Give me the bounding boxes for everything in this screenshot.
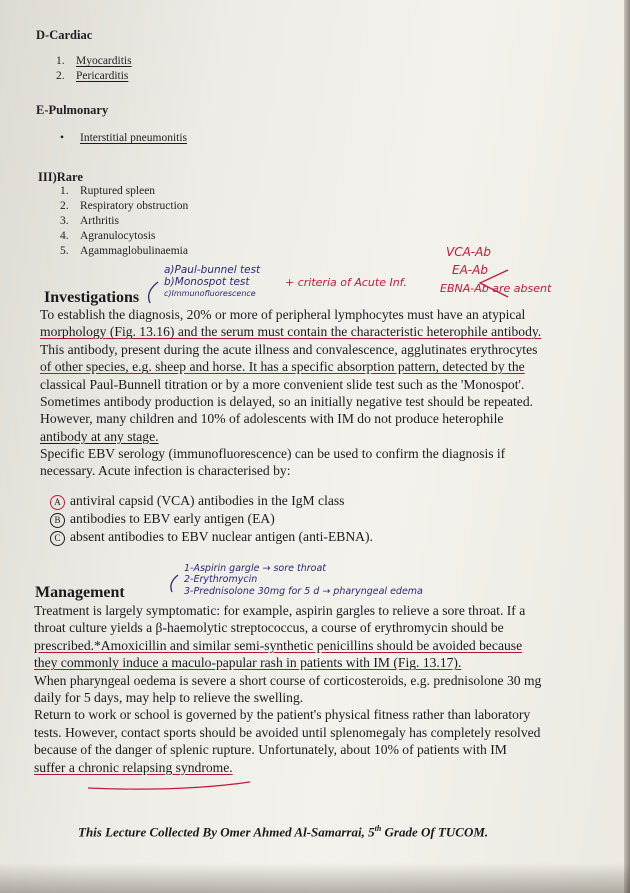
list-item: 4. Agranulocytosis	[60, 230, 156, 242]
investigations-heading: Investigations	[44, 289, 140, 306]
list-item: 1. Myocarditis	[56, 55, 132, 67]
paragraph-line: tests. However, contact sports should be avoided until splenomegaly has completely resolved	[34, 724, 541, 740]
paragraph-line: classical Paul-Bunnell titration or by a more convenient slide test such as the 'Monospot'.	[40, 376, 525, 392]
pulmonary-heading: E-Pulmonary	[36, 103, 109, 117]
paragraph-line: morphology (Fig. 13.16) and the serum must contain the characteristic heterophile antibody.	[40, 324, 542, 340]
paragraph-line: This antibody, present during the acute illness and convalescence, agglutinates erythrocytes	[40, 341, 538, 357]
list-item: 5. Agammaglobulinaemia	[60, 245, 188, 257]
note-aspirin: 1-Aspirin gargle → sore throat	[184, 563, 326, 574]
note-vca: VCA-Ab	[446, 245, 491, 259]
paragraph-line: Sometimes antibody production is delayed, so an initially negative test should be repeated.	[40, 394, 534, 410]
rare-heading: III)Rare	[38, 170, 83, 184]
note-ea: EA-Ab	[452, 263, 488, 277]
list-item: B antibodies to EBV early antigen (EA)	[50, 510, 602, 528]
investigations-paragraph	[40, 306, 592, 445]
paragraph-line: of other species, e.g. sheep and horse. It has a specific absorption pattern, detected by the	[40, 359, 525, 375]
paragraph-line: daily for 5 days, may help to relieve the swelling.	[34, 690, 304, 706]
note-monospot: b)Monospot test	[164, 276, 250, 288]
note-erythromycin: 2-Erythromycin	[184, 574, 258, 585]
brace-stroke	[171, 575, 178, 592]
paragraph-line: To establish the diagnosis, 20% or more of peripheral lymphocytes must have an atypical	[40, 307, 526, 322]
paragraph-line: antibody at any stage.	[40, 428, 159, 444]
list-item: 2. Pericarditis	[56, 70, 129, 82]
paragraph-line: Return to work or school is governed by the patient's physical fitness rather than laboratory	[34, 707, 531, 723]
page-shadow	[0, 863, 630, 893]
list-item: 1. Ruptured spleen	[60, 185, 156, 197]
note-criteria: + criteria of Acute Inf.	[285, 276, 407, 289]
underline-stroke	[88, 782, 250, 789]
list-item: C absent antibodies to EBV nuclear antigen (anti-EBNA).	[50, 528, 602, 546]
management-heading: Management	[35, 584, 125, 601]
paragraph-line: necessary. Acute infection is characterised by:	[40, 463, 291, 479]
note-immunofluorescence: c)Immunofluorescence	[164, 289, 256, 298]
cardiac-heading: D-Cardiac	[36, 28, 93, 42]
footer-credit: This Lecture Collected By Omer Ahmed Al-Samarrai, 5th Grade Of TUCOM.	[78, 824, 489, 840]
list-item: 3. Arthritis	[60, 215, 119, 227]
paragraph-line: Specific EBV serology (immunofluorescence) can be used to confirm the diagnosis if	[40, 446, 506, 461]
paragraph-line: When pharyngeal oedema is severe a short course of corticosteroids, e.g. prednisolone 30 mg	[34, 672, 542, 688]
note-paul-bunnel: a)Paul-bunnel test	[164, 264, 261, 276]
management-paragraph	[34, 602, 594, 776]
note-prednisolone: 3-Prednisolone 30mg for 5 d → pharyngeal edema	[184, 586, 423, 597]
criteria-list	[50, 492, 602, 546]
serology-paragraph	[40, 445, 592, 480]
paragraph-line: throat culture yields a β-haemolytic streptococcus, a course of erythromycin should be	[34, 620, 504, 636]
brace-stroke	[149, 282, 158, 303]
paragraph-line: suffer a chronic relapsing syndrome.	[34, 759, 233, 775]
list-item: 2. Respiratory obstruction	[60, 200, 189, 212]
page-edge	[624, 0, 630, 893]
paragraph-line: However, many children and 10% of adolescents with IM do not produce heterophile	[40, 411, 504, 427]
paragraph-line: Treatment is largely symptomatic: for example, aspirin gargles to relieve a sore throat. If a	[34, 603, 526, 618]
list-item: A antiviral capsid (VCA) antibodies in the IgM class	[50, 492, 602, 510]
list-item: • Interstitial pneumonitis	[60, 132, 187, 144]
note-ebna: EBNA-Ab are absent	[440, 282, 552, 295]
paragraph-line: prescribed.*Amoxicillin and similar semi-synthetic penicillins should be avoided because	[34, 637, 523, 653]
paragraph-line: they commonly induce a maculo-papular rash in patients with IM (Fig. 13.17).	[34, 655, 462, 671]
paragraph-line: because of the danger of splenic rupture. Unfortunately, about 10% of patients with IM	[34, 742, 507, 758]
